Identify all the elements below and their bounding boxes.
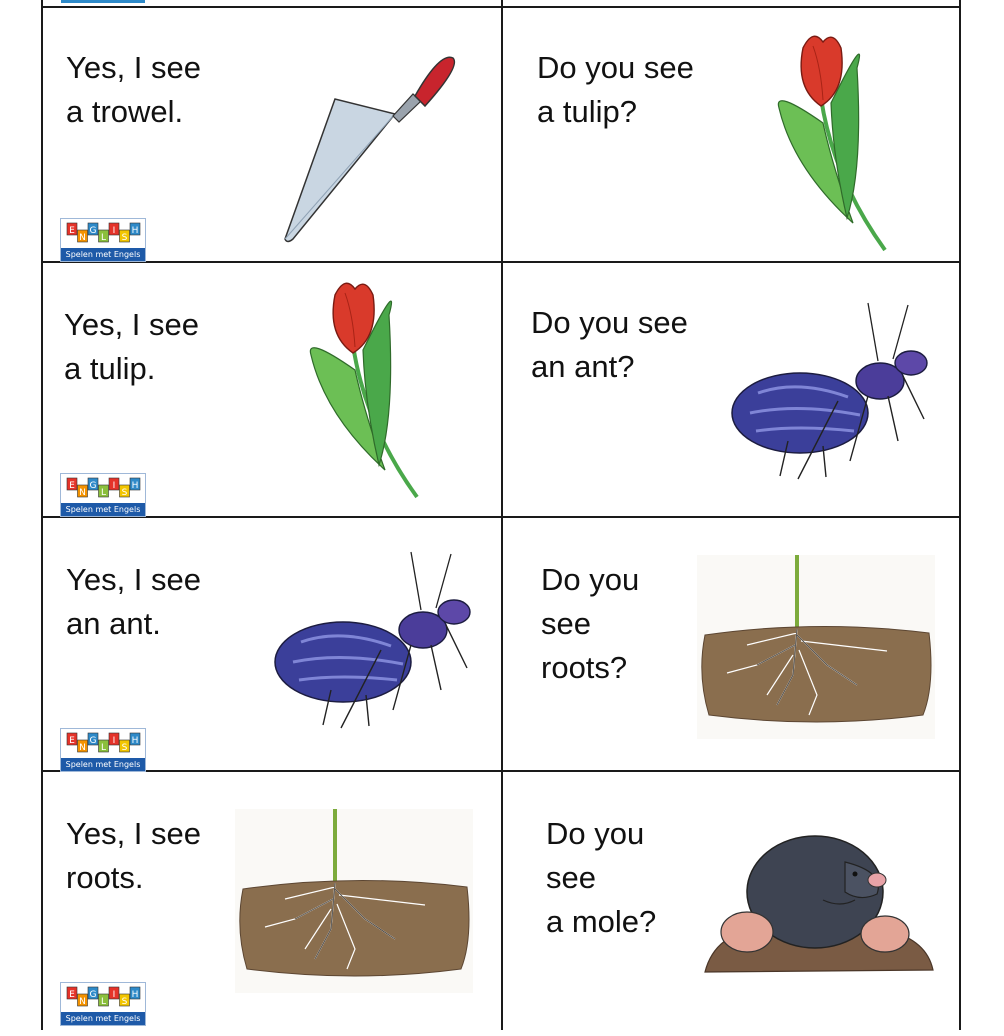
- svg-text:S: S: [121, 233, 128, 243]
- svg-text:E: E: [69, 226, 75, 236]
- svg-text:I: I: [112, 481, 116, 491]
- card-question-ant: [503, 263, 961, 517]
- svg-text:N: N: [79, 743, 86, 753]
- card-yes-ant: [43, 518, 501, 772]
- svg-text:E: E: [69, 481, 75, 491]
- svg-text:H: H: [131, 990, 139, 1000]
- svg-text:L: L: [100, 488, 107, 498]
- svg-text:S: S: [121, 743, 128, 753]
- logo-letter-blocks: [65, 985, 141, 1009]
- logo-spelen-met-engels: [60, 473, 146, 517]
- card-text: Do you see an ant?: [531, 305, 688, 384]
- tulip-picture: [305, 275, 425, 505]
- svg-text:S: S: [121, 488, 128, 498]
- svg-text:G: G: [89, 736, 97, 746]
- svg-text:G: G: [89, 990, 97, 1000]
- svg-text:E: E: [69, 736, 75, 746]
- roots-picture: [235, 809, 473, 993]
- logo-letter-blocks: [65, 221, 141, 245]
- card-question-roots: [503, 518, 961, 772]
- svg-text:G: G: [89, 226, 97, 236]
- svg-text:I: I: [112, 736, 116, 746]
- card-text: Do you see a tulip?: [537, 50, 694, 129]
- card-question-mole: [503, 772, 961, 1026]
- ant-picture: [728, 301, 933, 483]
- card-text: Yes, I see a trowel.: [66, 50, 202, 129]
- card-yes-trowel: [43, 8, 501, 262]
- logo-spelen-met-engels: [60, 728, 146, 772]
- logo-letter-blocks: [65, 731, 141, 755]
- svg-text:I: I: [112, 226, 116, 236]
- svg-text:L: L: [100, 233, 107, 243]
- svg-text:E: E: [69, 990, 75, 1000]
- svg-text:H: H: [131, 736, 139, 746]
- logo-spelen-met-engels: [60, 982, 146, 1026]
- roots-picture: [697, 555, 935, 739]
- card-text: Yes, I see a tulip.: [64, 307, 200, 386]
- logo-caption: Spelen met Engels: [61, 503, 145, 516]
- logo-caption: Spelen met Engels: [61, 1012, 145, 1025]
- ant-picture: [271, 550, 476, 732]
- flashcard-sheet: [41, 6, 960, 1036]
- mole-picture: [695, 822, 939, 978]
- trowel-picture: [275, 44, 465, 244]
- logo-spelen-met-engels: [60, 218, 146, 262]
- svg-text:L: L: [100, 743, 107, 753]
- svg-text:N: N: [79, 997, 86, 1007]
- svg-text:I: I: [112, 990, 116, 1000]
- previous-logo-edge: [61, 0, 145, 3]
- svg-text:H: H: [131, 226, 139, 236]
- svg-text:L: L: [100, 997, 107, 1007]
- svg-text:S: S: [121, 997, 128, 1007]
- logo-caption: Spelen met Engels: [61, 248, 145, 261]
- card-yes-roots: [43, 772, 501, 1026]
- card-text: Do you see roots?: [541, 562, 640, 685]
- card-text: Do you see a mole?: [546, 816, 657, 939]
- logo-caption: Spelen met Engels: [61, 758, 145, 771]
- card-question-tulip: [503, 8, 961, 262]
- svg-text:G: G: [89, 481, 97, 491]
- logo-letter-blocks: [65, 476, 141, 500]
- svg-text:N: N: [79, 233, 86, 243]
- card-text: Yes, I see roots.: [66, 816, 202, 895]
- svg-text:H: H: [131, 481, 139, 491]
- card-yes-tulip: [43, 263, 501, 517]
- card-text: Yes, I see an ant.: [66, 562, 202, 641]
- svg-text:N: N: [79, 488, 86, 498]
- tulip-picture: [773, 28, 893, 256]
